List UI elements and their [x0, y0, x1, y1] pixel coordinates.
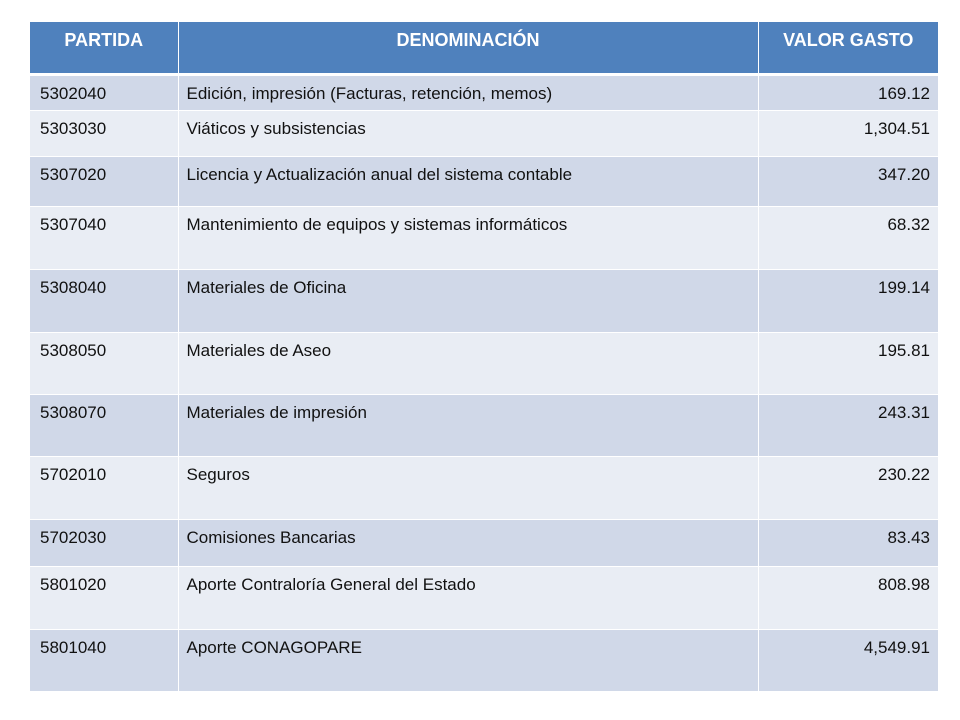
cell-partida: 5702010 — [30, 456, 178, 519]
header-partida: PARTIDA — [30, 22, 178, 74]
table-row — [30, 332, 938, 394]
cell-denominacion: Viáticos y subsistencias — [178, 110, 758, 156]
expense-table — [30, 22, 938, 692]
cell-valor: 199.14 — [758, 269, 938, 332]
cell-partida: 5308070 — [30, 394, 178, 456]
table-row — [30, 456, 938, 519]
header-denominacion: DENOMINACIÓN — [178, 22, 758, 74]
cell-partida: 5308050 — [30, 332, 178, 394]
cell-valor: 68.32 — [758, 206, 938, 269]
cell-denominacion: Seguros — [178, 456, 758, 519]
cell-valor: 243.31 — [758, 394, 938, 456]
cell-denominacion: Edición, impresión (Facturas, retención, memos) — [178, 74, 758, 110]
cell-denominacion: Comisiones Bancarias — [178, 519, 758, 566]
table-row — [30, 110, 938, 156]
cell-partida: 5801020 — [30, 566, 178, 629]
cell-denominacion: Licencia y Actualización anual del sistema contable — [178, 156, 758, 206]
cell-denominacion: Aporte Contraloría General del Estado — [178, 566, 758, 629]
cell-valor: 230.22 — [758, 456, 938, 519]
cell-valor: 83.43 — [758, 519, 938, 566]
expense-table-container — [30, 22, 938, 692]
cell-valor: 169.12 — [758, 74, 938, 110]
cell-partida: 5303030 — [30, 110, 178, 156]
table-row — [30, 519, 938, 566]
cell-valor: 4,549.91 — [758, 629, 938, 691]
cell-denominacion: Materiales de impresión — [178, 394, 758, 456]
table-row — [30, 629, 938, 691]
cell-valor: 347.20 — [758, 156, 938, 206]
cell-partida: 5307020 — [30, 156, 178, 206]
cell-denominacion: Mantenimiento de equipos y sistemas informáticos — [178, 206, 758, 269]
cell-partida: 5801040 — [30, 629, 178, 691]
cell-valor: 808.98 — [758, 566, 938, 629]
cell-partida: 5702030 — [30, 519, 178, 566]
cell-denominacion: Materiales de Aseo — [178, 332, 758, 394]
cell-valor: 195.81 — [758, 332, 938, 394]
table-row — [30, 394, 938, 456]
header-valor-gasto: VALOR GASTO — [758, 22, 938, 74]
cell-partida: 5308040 — [30, 269, 178, 332]
table-row — [30, 206, 938, 269]
table-row — [30, 156, 938, 206]
cell-denominacion: Materiales de Oficina — [178, 269, 758, 332]
cell-partida: 5302040 — [30, 74, 178, 110]
cell-valor: 1,304.51 — [758, 110, 938, 156]
cell-partida: 5307040 — [30, 206, 178, 269]
table-row — [30, 74, 938, 110]
table-row — [30, 269, 938, 332]
cell-denominacion: Aporte CONAGOPARE — [178, 629, 758, 691]
table-row — [30, 566, 938, 629]
table-header-row — [30, 22, 938, 74]
